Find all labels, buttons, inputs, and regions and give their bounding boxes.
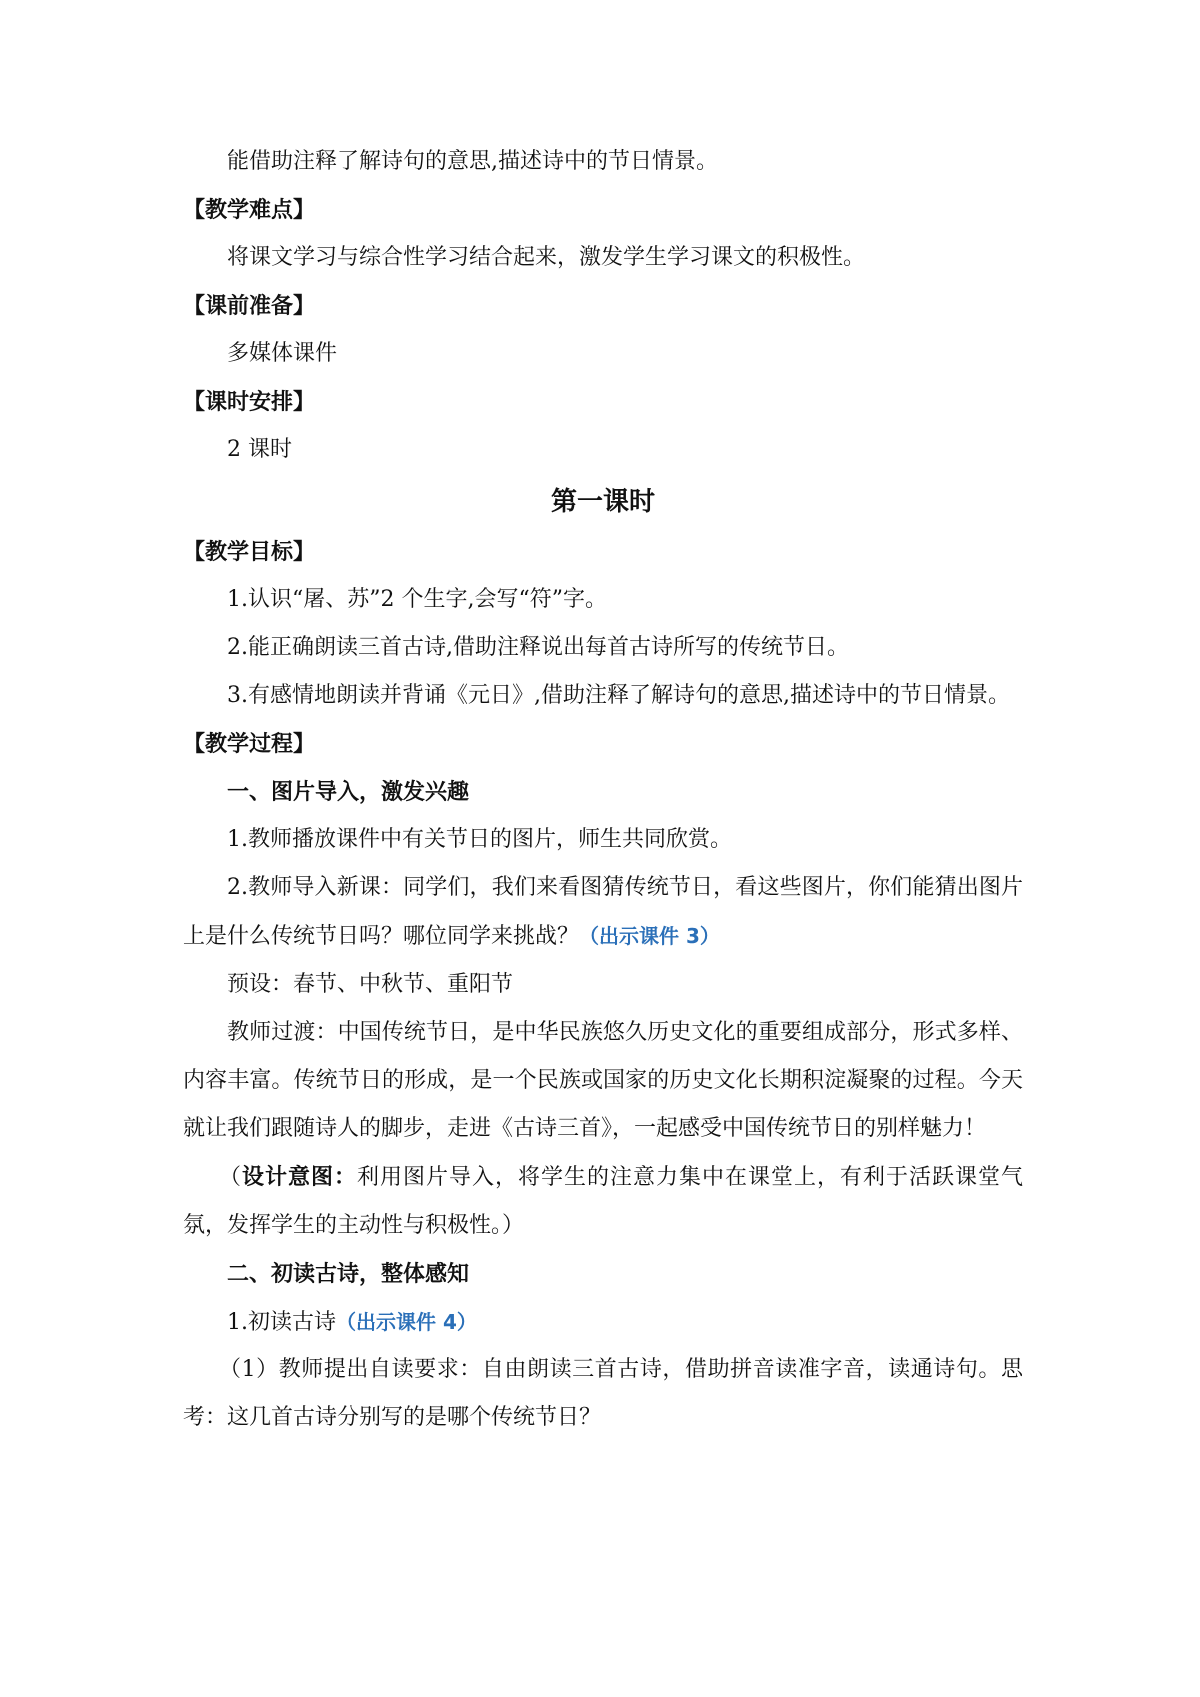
step-2-heading: 二、初读古诗，整体感知 xyxy=(227,1261,470,1287)
step-1-item-2 xyxy=(183,864,1023,961)
step-1-item-2-text: 2.教师导入新课：同学们，我们来看图猜传统节日，看这些图片，你们能猜出图片上是什么传统节日吗？哪位同学来挑战？ xyxy=(183,875,1023,949)
heading-preparation: 【课前准备】 xyxy=(183,293,316,319)
section-title: 第一课时 xyxy=(550,487,655,517)
teacher-transition: 教师过渡：中国传统节日，是中华民族悠久历史文化的重要组成部分，形式多样、内容丰富。传统节日的形成，是一个民族或国家的历史文化长期积淀凝聚的过程。今天就让我们跟随诗人的脚步，走进《古诗三首》，一起感受中国传统节日的别样魅力！ xyxy=(183,1020,1023,1141)
step-1-item-1: 1.教师播放课件中有关节日的图片，师生共同欣赏。 xyxy=(227,827,732,852)
courseware-link-4: （出示课件 4） xyxy=(336,1310,477,1334)
design-intent-text: 利用图片导入，将学生的注意力集中在课堂上，有利于活跃课堂气氛，发挥学生的主动性与积极性。） xyxy=(183,1165,1023,1238)
design-intent xyxy=(183,1153,1023,1250)
goal-1: 1.认识“屠、苏”2 个生字,会写“符”字。 xyxy=(227,587,607,612)
design-intent-label: 设计意图： xyxy=(242,1164,357,1190)
heading-schedule: 【课时安排】 xyxy=(183,389,316,415)
goal-3: 3.有感情地朗读并背诵《元日》,借助注释了解诗句的意思,描述诗中的节日情景。 xyxy=(227,683,1010,708)
heading-teaching-process: 【教学过程】 xyxy=(183,731,316,757)
heading-teaching-goals: 【教学目标】 xyxy=(183,539,316,565)
design-intent-open: （ xyxy=(219,1165,242,1190)
paragraph-difficulty: 将课文学习与综合性学习结合起来，激发学生学习课文的积极性。 xyxy=(227,245,866,270)
preset-answer: 预设：春节、中秋节、重阳节 xyxy=(227,972,514,997)
step-2-item-1 xyxy=(183,1298,1023,1346)
heading-teaching-difficulty: 【教学难点】 xyxy=(183,197,316,223)
document-page xyxy=(183,138,1023,1442)
step-2-item-1-text: 1.初读古诗 xyxy=(227,1310,336,1335)
courseware-link-3: （出示课件 3） xyxy=(579,924,720,948)
paragraph-key-point: 能借助注释了解诗句的意思,描述诗中的节日情景。 xyxy=(227,149,718,174)
paragraph-schedule: 2 课时 xyxy=(227,437,292,462)
paragraph-preparation: 多媒体课件 xyxy=(227,341,338,366)
step-1-heading: 一、图片导入，激发兴趣 xyxy=(227,779,470,805)
step-2-item-1-a: （1）教师提出自读要求：自由朗读三首古诗，借助拼音读准字音，读通诗句。思考：这几首古诗分别写的是哪个传统节日？ xyxy=(183,1357,1023,1430)
goal-2: 2.能正确朗读三首古诗,借助注释说出每首古诗所写的传统节日。 xyxy=(227,635,849,660)
